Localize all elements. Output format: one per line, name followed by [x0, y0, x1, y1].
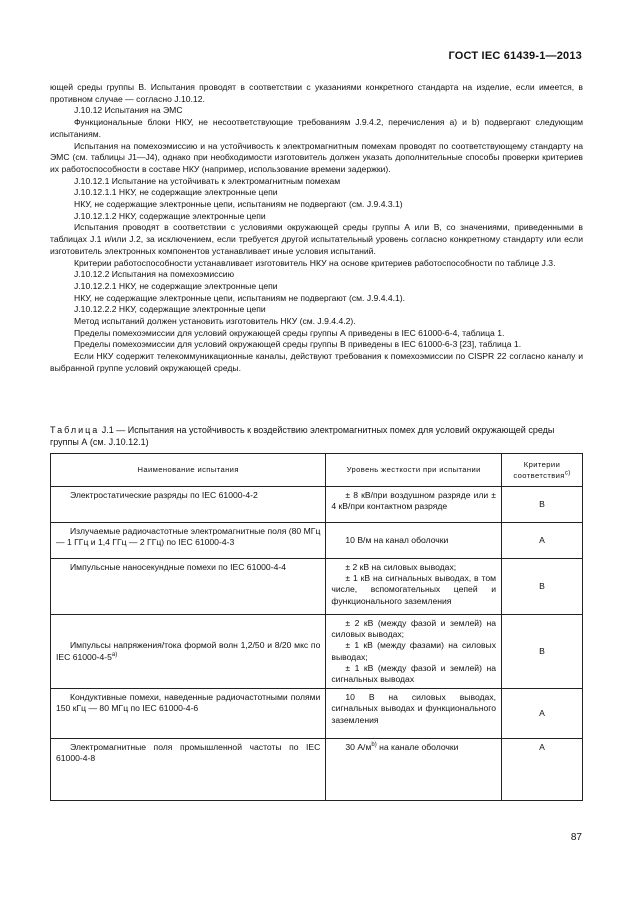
table-row — [51, 487, 583, 523]
level-text: 10 В/м на канал оболочки — [345, 534, 449, 545]
paragraph: J.10.12.1.2 НКУ, содержащие электронные цепи — [74, 210, 266, 221]
paragraph: Метод испытаний должен установить изготовитель НКУ (см. J.9.4.4.2). — [74, 316, 356, 327]
level-value: 30 А/м — [345, 742, 372, 753]
footnote-marker: c) — [564, 470, 571, 477]
level-cell — [326, 523, 502, 559]
criteria-cell: А — [502, 523, 583, 559]
test-name-text: Кондуктивные помехи, наведенные радиочастотными полями 150 кГц — 80 МГц по IEC 61000-4-6 — [56, 692, 321, 714]
level-text: ± 1 кВ (между фазами) на силовых выводах; — [331, 640, 497, 662]
paragraph: Функциональные блоки НКУ, не несоответствующие требованиям J.9.4.2, перечисления а) и b) подвергают следующим испытаниям. — [50, 117, 583, 139]
test-name-cell — [51, 559, 326, 615]
header-severity-level: Уровень жесткости при испытании — [326, 454, 502, 487]
test-name-cell — [51, 689, 326, 739]
header-test-name: Наименование испытания — [51, 454, 326, 487]
level-cell — [326, 689, 502, 739]
level-text: ± 1 кВ на сигнальных выводах, в том числе, вспомогательных цепей и функционального заземления — [331, 573, 497, 606]
level-text — [331, 742, 496, 753]
table-caption-text: J.1 — Испытания на устойчивость к воздействию электромагнитных помех для условий окружающей среды группы А (см. J.10.12.1) — [50, 425, 555, 447]
table-row — [51, 739, 583, 801]
table-row — [51, 689, 583, 739]
table-caption — [50, 424, 583, 448]
criteria-cell: А — [502, 689, 583, 739]
level-cell — [326, 487, 502, 523]
test-name-cell — [51, 487, 326, 523]
table-row — [51, 523, 583, 559]
document-header: ГОСТ IEC 61439-1—2013 — [448, 50, 582, 62]
table-row — [51, 615, 583, 689]
paragraph: ющей среды группы В. Испытания проводят в соответствии с указаниями конкретного стандарта на изделие, если имеется, в противном случае — согласно J.10.12. — [50, 82, 583, 104]
paragraph: Пределы помехоэмиссии для условий окружающей среды группы А приведены в IEC 61000-6-4, таблица 1. — [74, 327, 505, 338]
level-text: 10 В на силовых выводах, сигнальных выводах и функционального заземления — [331, 692, 497, 725]
level-text: ± 1 кВ (между фазой и землей) на сигнальных выводах — [331, 662, 497, 685]
table-header-row — [51, 454, 583, 487]
paragraph: Испытания на помехоэмиссию и на устойчивость к электромагнитным помехам проводят по соответствующему стандарту на ЭМС (см. таблицы J1—J4), однако при необходимости изготовитель должен указать дополнительные способы проверки критериев их работоспособности в составе НКУ (например, использование времени задержки). — [50, 140, 583, 174]
criteria-cell: А — [502, 739, 583, 801]
level-text: ± 8 кВ/при воздушном разряде или ± 4 кВ/при контактном разряде — [331, 490, 497, 512]
test-name-text: Излучаемые радиочастотные электромагнитные поля (80 МГц — 1 ГГц и 1,4 ГГц — 2 ГГц) по IEC 61000-4-3 — [56, 526, 321, 548]
footnote-marker: b) — [371, 742, 377, 749]
table-row — [51, 559, 583, 615]
test-name-cell — [51, 523, 326, 559]
test-name-cell — [51, 615, 326, 689]
criteria-cell: В — [502, 559, 583, 615]
criteria-cell: В — [502, 487, 583, 523]
paragraph: J.10.12 Испытания на ЭМС — [74, 105, 183, 116]
paragraph: J.10.12.2 Испытания на помехоэмиссию — [74, 269, 235, 280]
level-text: ± 2 кВ на силовых выводах; — [345, 562, 457, 572]
paragraph: НКУ, не содержащие электронные цепи, испытаниям не подвергают (см. J.9.4.3.1) — [74, 199, 403, 210]
paragraph: J.10.12.2.1 НКУ, не содержащие электронные цепи — [74, 280, 278, 291]
test-name-text: Электростатические разряды по IEC 61000-4-2 — [70, 490, 258, 500]
paragraph: Если НКУ содержит телекоммуникационные каналы, действуют требования к помехоэмиссии по CISPR 22 согласно каналу и выбранной группе условий окружающей среды. — [50, 351, 583, 373]
paragraph: J.10.12.1 Испытание на устойчивать к электромагнитным помехам — [74, 175, 341, 186]
test-name-text: Электромагнитные поля промышленной частоты по IEC 61000-4-8 — [56, 742, 321, 764]
level-cell — [326, 739, 502, 801]
paragraph: НКУ, не содержащие электронные цепи, испытаниям не подвергают (см. J.9.4.4.1). — [74, 292, 406, 303]
test-name-main: Импульсы напряжения/тока формой волн 1,2/50 и 8/20 мкс по IEC 61000-4-5 — [56, 640, 321, 662]
level-suffix: на канале оболочки — [376, 742, 459, 753]
paragraph: Критерии работоспособности устанавливает изготовитель НКУ на основе критериев работоспособности по таблице J.3. — [74, 257, 556, 268]
test-name-cell — [51, 739, 326, 801]
body-text — [50, 82, 583, 375]
paragraph: J.10.12.2.2 НКУ, содержащие электронные цепи — [74, 304, 266, 315]
criteria-cell: В — [502, 615, 583, 689]
footnote-marker: a) — [111, 651, 118, 658]
page-number: 87 — [570, 832, 582, 843]
table-caption-label: Таблица — [50, 425, 100, 435]
paragraph: Испытания проводят в соответствии с условиями окружающей среды группы А или В, со значениями, приведенными в таблицах J.1 и/или J.2, за исключением, если требуется другой испытательный уровень согласно конкретному стандарту или если изготовитель электронных компонентов устанавливает иные условия испытаний. — [50, 222, 583, 256]
emc-immunity-table — [50, 453, 583, 801]
paragraph: J.10.12.1.1 НКУ, не содержащие электронные цепи — [74, 187, 278, 198]
header-criteria — [502, 454, 583, 487]
test-name-text: Импульсные наносекундные помехи по IEC 61000-4-4 — [70, 562, 286, 572]
paragraph: Пределы помехоэмиссии для условий окружающей среды группы В приведены в IEC 61000-6-3 [23], таблица 1. — [74, 339, 522, 350]
level-cell — [326, 559, 502, 615]
test-name-text — [56, 640, 320, 662]
level-cell — [326, 615, 502, 689]
header-criteria-label: Критерии соответствия — [513, 459, 565, 480]
level-text: ± 2 кВ (между фазой и землей) на силовых выводах; — [331, 618, 497, 640]
